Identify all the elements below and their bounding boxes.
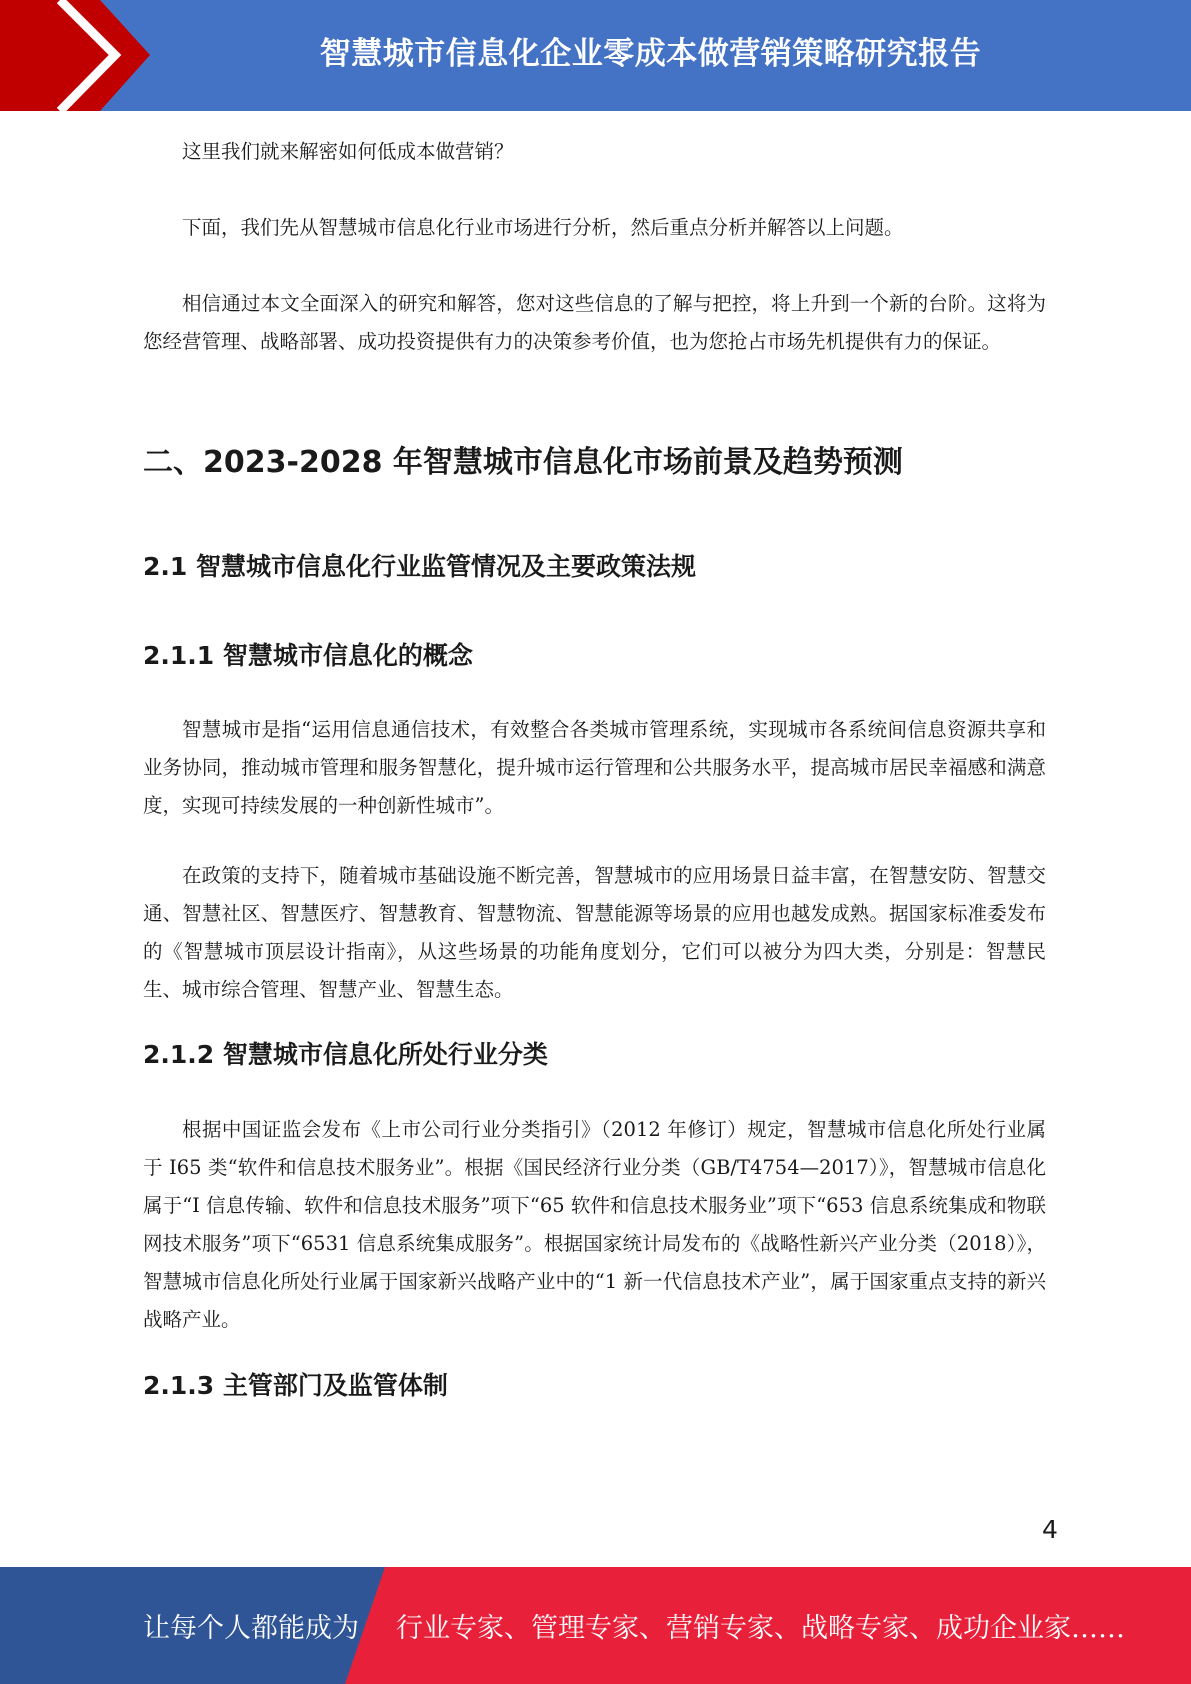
subsection-2-1-3-heading-block (143, 1368, 1046, 1404)
subsection-heading: 2.1.1 智慧城市信息化的概念 (143, 641, 473, 670)
section-2-heading-block (143, 443, 1046, 483)
subsection-2-1-2-heading-block (143, 1037, 1046, 1073)
body-paragraph: 智慧城市是指“运用信息通信技术，有效整合各类城市管理系统，实现城市各系统间信息资源共享和业务协同，推动城市管理和服务智慧化，提升城市运行管理和公共服务水平，提高城市居民幸福感和满意度，实现可持续发展的一种创新性城市”。 (143, 718, 1046, 817)
intro-paragraph-1-block (143, 133, 1046, 171)
intro-paragraph-3-block (143, 285, 1046, 361)
classification-paragraph-block (143, 1111, 1046, 1339)
subsection-heading: 2.1.3 主管部门及监管体制 (143, 1371, 448, 1400)
subsection-heading: 2.1.2 智慧城市信息化所处行业分类 (143, 1040, 548, 1069)
footer-slogan-left: 让每个人都能成为 (143, 1613, 359, 1644)
intro-paragraph-2-block (143, 209, 1046, 247)
page-number: 4 (1042, 1515, 1058, 1544)
body-paragraph: 在政策的支持下，随着城市基础设施不断完善，智慧城市的应用场景日益丰富，在智慧安防、智慧交通、智慧社区、智慧医疗、智慧教育、智慧物流、智慧能源等场景的应用也越发成熟。据国家标准委发布的《智慧城市顶层设计指南》，从这些场景的功能角度划分，它们可以被分为四大类，分别是：智慧民生、城市综合管理、智慧产业、智慧生态。 (143, 864, 1046, 1001)
section-heading: 二、2023-2028 年智慧城市信息化市场前景及趋势预测 (143, 445, 903, 480)
footer-banner (0, 1567, 1191, 1684)
subsection-2-1-1-heading-block (143, 638, 1046, 674)
subsection-2-1-heading-block (143, 549, 1046, 585)
intro-paragraph: 这里我们就来解密如何低成本做营销？ (182, 140, 514, 163)
header-banner (0, 0, 1191, 111)
concept-paragraph-1-block (143, 711, 1046, 825)
subsection-heading: 2.1 智慧城市信息化行业监管情况及主要政策法规 (143, 552, 696, 581)
footer-slogan-right: 行业专家、管理专家、营销专家、战略专家、成功企业家…… (396, 1613, 1125, 1644)
concept-paragraph-2-block (143, 857, 1046, 1009)
report-title: 智慧城市信息化企业零成本做营销策略研究报告 (319, 36, 982, 72)
intro-paragraph: 下面，我们先从智慧城市信息化行业市场进行分析，然后重点分析并解答以上问题。 (182, 216, 904, 239)
intro-paragraph: 相信通过本文全面深入的研究和解答，您对这些信息的了解与把控，将上升到一个新的台阶。这将为您经营管理、战略部署、成功投资提供有力的决策参考价值，也为您抢占市场先机提供有力的保证。 (143, 292, 1046, 353)
body-paragraph: 根据中国证监会发布《上市公司行业分类指引》（2012 年修订）规定，智慧城市信息化所处行业属于 I65 类“软件和信息技术服务业”。根据《国民经济行业分类（GB/T4754—2017）》，智慧城市信息化属于“I 信息传输、软件和信息技术服务”项下“65 软件和信息技术服务业”项下“653 信息系统集成和物联网技术服务”项下“6531 信息系统集成服务”。根据国家统计局发布的《战略性新兴产业分类（2018）》，智慧城市信息化所处行业属于国家新兴战略产业中的“1 新一代信息技术产业”，属于国家重点支持的新兴战略产业。 (143, 1118, 1046, 1331)
